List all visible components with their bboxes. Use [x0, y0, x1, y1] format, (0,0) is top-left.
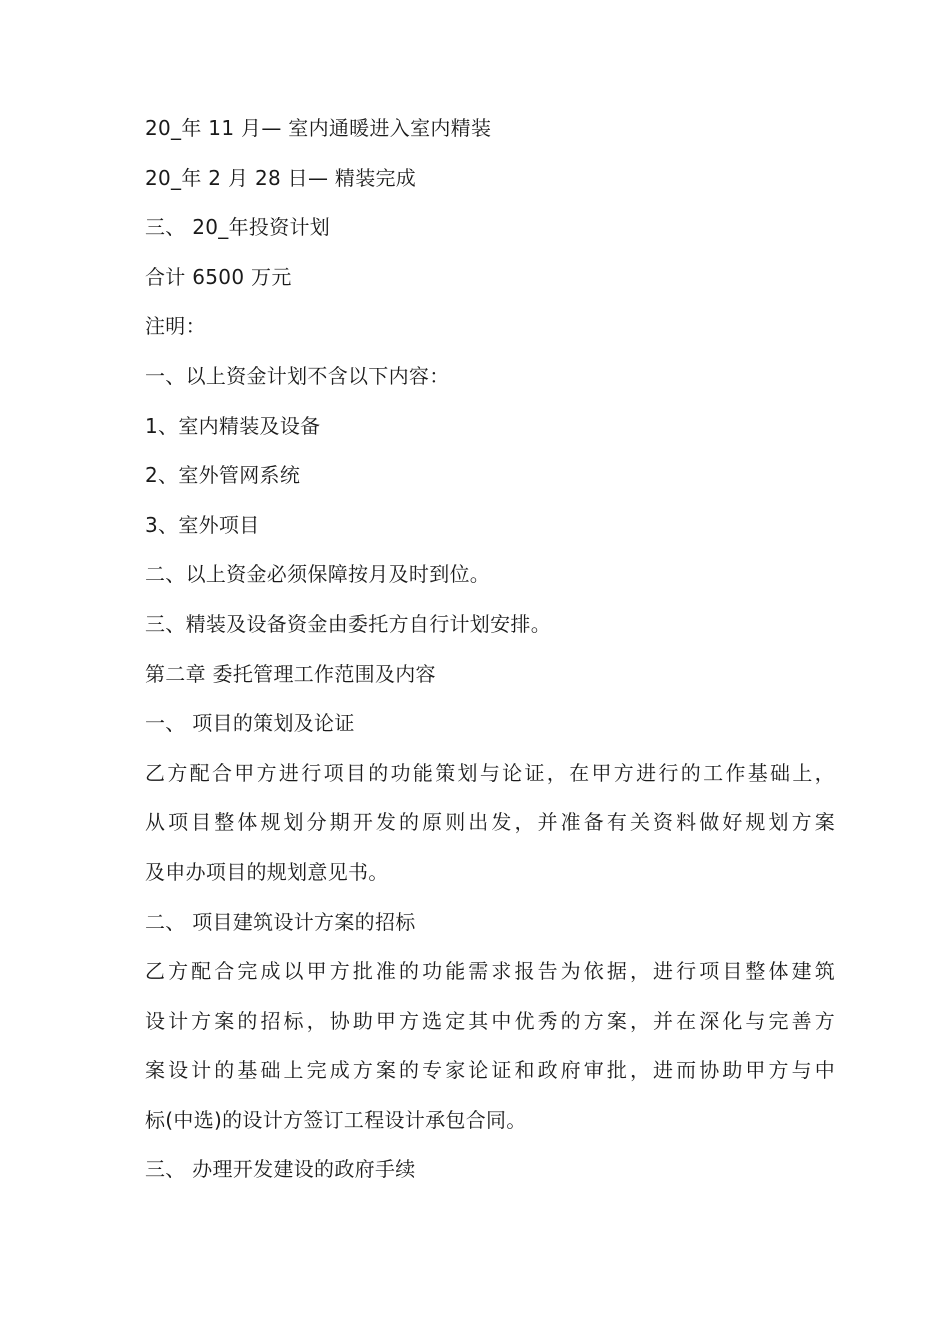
note-1-item-3: 3、室外项目 — [145, 512, 260, 537]
paragraph-line: 设计方案的招标，协助甲方选定其中优秀的方案，并在深化与完善方 — [145, 1008, 835, 1033]
paragraph-line: 从项目整体规划分期开发的原则出发，并准备有关资料做好规划方案 — [145, 810, 835, 835]
note-1: 一、以上资金计划不含以下内容： — [145, 363, 450, 388]
note-1-item-2: 2、室外管网系统 — [145, 463, 301, 488]
section-heading-investment-plan: 三、 20_年投资计划 — [145, 215, 331, 240]
total-line: 合计 6500 万元 — [145, 264, 292, 289]
note-2: 二、以上资金必须保障按月及时到位。 — [145, 562, 491, 587]
note-1-item-1: 1、室内精装及设备 — [145, 413, 321, 438]
paragraph-design-tender — [145, 947, 835, 1145]
document-body — [145, 104, 835, 1195]
note-3: 三、精装及设备资金由委托方自行计划安排。 — [145, 611, 551, 636]
paragraph-line: 标(中选)的设计方签订工程设计承包合同。 — [145, 1107, 527, 1132]
paragraph-line: 乙方配合甲方进行项目的功能策划与论证，在甲方进行的工作基础上， — [145, 760, 835, 785]
schedule-line-1: 20_年 11 月— 室内通暖进入室内精装 — [145, 116, 492, 140]
section-heading-government-procedures: 三、 办理开发建设的政府手续 — [145, 1157, 416, 1182]
notes-heading: 注明： — [145, 314, 206, 339]
section-heading-planning: 一、 项目的策划及论证 — [145, 711, 355, 736]
paragraph-planning — [145, 749, 835, 898]
paragraph-line: 及申办项目的规划意见书。 — [145, 859, 389, 884]
chapter-heading: 第二章 委托管理工作范围及内容 — [145, 661, 436, 686]
paragraph-line: 乙方配合完成以甲方批准的功能需求报告为依据，进行项目整体建筑 — [145, 959, 835, 984]
section-heading-design-tender: 二、 项目建筑设计方案的招标 — [145, 909, 416, 934]
paragraph-line: 案设计的基础上完成方案的专家论证和政府审批，进而协助甲方与中 — [145, 1058, 835, 1083]
schedule-line-2: 20_年 2 月 28 日— 精装完成 — [145, 165, 417, 190]
